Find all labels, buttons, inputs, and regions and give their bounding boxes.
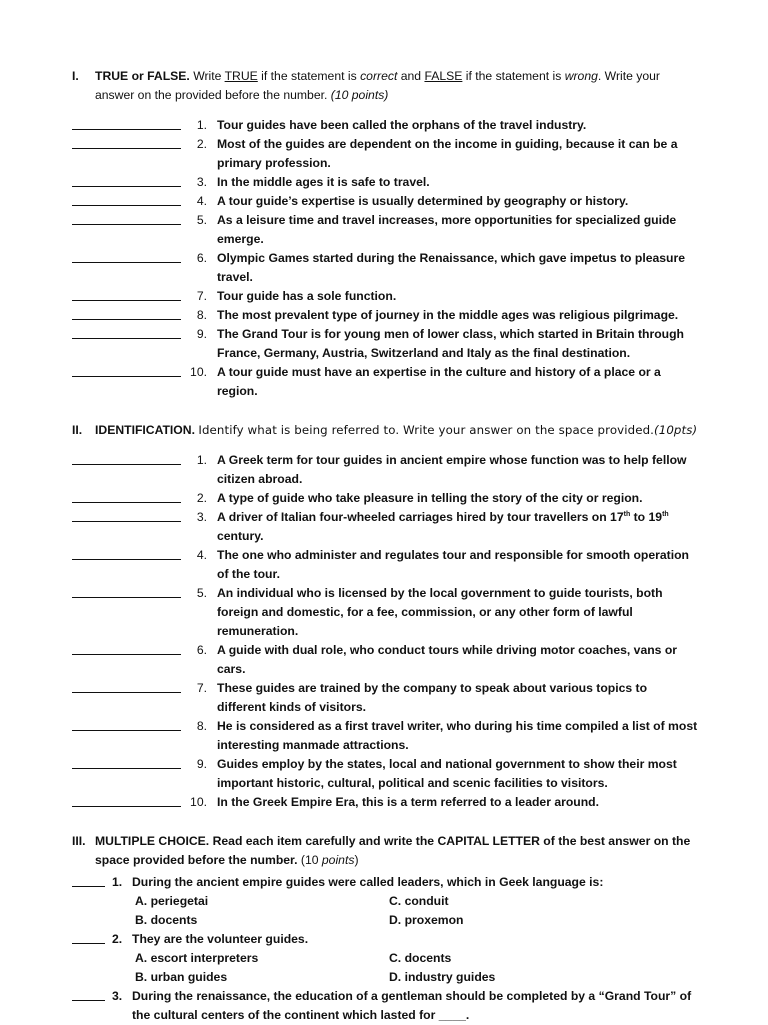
choice: D. proxemon [389, 913, 464, 927]
tf-item [72, 363, 698, 401]
item-text: In the Greek Empire Era, this is a term referred to a leader around. [217, 795, 600, 809]
answer-blank[interactable] [72, 930, 105, 944]
item-text: A type of guide who take pleasure in telling the story of the city or region. [217, 491, 643, 505]
answer-blank[interactable] [72, 793, 181, 807]
item-number: 10. [190, 795, 207, 809]
section-2-header [72, 421, 698, 440]
section-2-points: (10pts) [654, 423, 698, 437]
superscript: th [623, 511, 631, 518]
id-item [72, 793, 698, 812]
id-item [72, 755, 698, 793]
instruction-text: if the statement is [465, 69, 562, 83]
item-text: Olympic Games started during the Renaissance, which gave impetus to pleasure travel. [217, 251, 686, 284]
tf-item [72, 287, 698, 306]
item-number: 4. [196, 194, 207, 208]
answer-blank[interactable] [72, 987, 105, 1001]
section-1-number: I. [72, 69, 79, 83]
item-text-part: century. [217, 529, 264, 543]
true-word: TRUE [224, 69, 258, 83]
id-item [72, 489, 698, 508]
item-number: 1. [112, 875, 123, 889]
mc-item [72, 873, 698, 892]
answer-blank[interactable] [72, 249, 181, 263]
tf-item [72, 173, 698, 192]
answer-blank[interactable] [72, 873, 105, 887]
item-number: 3. [112, 989, 123, 1003]
item-number: 7. [196, 681, 207, 695]
item-text-part: to 19 [630, 510, 663, 524]
mc-item [72, 930, 698, 949]
item-number: 1. [196, 453, 207, 467]
item-text: An individual who is licensed by the local government to guide tourists, both foreign and domestic, for a fee, commission, or any other form of lawful remuneration. [217, 586, 663, 638]
item-text: Guides employ by the states, local and national government to show their most important historic, cultural, political and scenic facilities to visitors. [217, 757, 677, 790]
instruction-text: . Write your answer on the provided before the number. [95, 69, 660, 102]
item-text: The most prevalent type of journey in the middle ages was religious pilgrimage. [217, 308, 679, 322]
item-number: 8. [196, 719, 207, 733]
item-text: Most of the guides are dependent on the income in guiding, because it can be a primary profession. [217, 137, 678, 170]
item-number: 6. [196, 643, 207, 657]
section-gap [72, 401, 698, 421]
section-3-instructions [95, 832, 698, 870]
id-item [72, 546, 698, 584]
id-item [72, 717, 698, 755]
choice: C. docents [389, 951, 452, 965]
section-3-items [72, 873, 698, 1025]
choice: C. conduit [389, 894, 449, 908]
item-number: 6. [196, 251, 207, 265]
answer-blank[interactable] [72, 173, 181, 187]
section-3-instruction: Read each item carefully and write the CAPITAL LETTER of the best answer on the space provided before the number. [95, 834, 691, 867]
item-text: As a leisure time and travel increases, more opportunities for specialized guide emerge. [217, 213, 677, 246]
item-text: A guide with dual role, who conduct tours while driving motor coaches, vans or cars. [217, 643, 678, 676]
answer-blank[interactable] [72, 325, 181, 339]
points-part: ) [354, 853, 359, 867]
item-number: 7. [196, 289, 207, 303]
tf-item [72, 325, 698, 363]
item-text: A Greek term for tour guides in ancient empire whose function was to help fellow citizen abroad. [217, 453, 687, 486]
answer-blank[interactable] [72, 287, 181, 301]
points-part: points [321, 853, 355, 867]
item-number: 9. [196, 327, 207, 341]
section-1-header [72, 67, 698, 105]
item-number: 2. [196, 137, 207, 151]
choice: B. urban guides [135, 970, 228, 984]
instruction-text: if the statement is [261, 69, 357, 83]
tf-item [72, 211, 698, 249]
mc-item [72, 987, 698, 1025]
item-text: Tour guides have been called the orphans of the travel industry. [217, 118, 587, 132]
section-1-items [72, 116, 698, 401]
section-3-header [72, 832, 698, 870]
section-2-instructions [95, 421, 698, 440]
tf-item [72, 135, 698, 173]
choices-grid [135, 949, 698, 987]
superscript: th [662, 511, 669, 518]
answer-blank[interactable] [72, 489, 181, 503]
item-number: 1. [196, 118, 207, 132]
item-number: 5. [196, 213, 207, 227]
answer-blank[interactable] [72, 679, 181, 693]
answer-blank[interactable] [72, 116, 181, 130]
answer-blank[interactable] [72, 508, 181, 522]
answer-blank[interactable] [72, 717, 181, 731]
points-part: (10 [300, 853, 319, 867]
answer-blank[interactable] [72, 451, 181, 465]
item-text: During the ancient empire guides were called leaders, which in Geek language is: [132, 875, 604, 889]
tf-item [72, 249, 698, 287]
item-text: He is considered as a first travel writer, who during his time compiled a list of most interesting manmade attractions. [217, 719, 698, 752]
choice: D. industry guides [389, 970, 496, 984]
item-text: During the renaissance, the education of a gentleman should be completed by a “Grand Tour” of the cultural centers of the continent which lasted for ____. [132, 989, 692, 1022]
item-text: A tour guide’s expertise is usually determined by geography or history. [217, 194, 629, 208]
item-number: 10. [190, 365, 207, 379]
item-text: These guides are trained by the company to speak about various topics to different kinds of visitors. [217, 681, 648, 714]
section-1-instructions [95, 67, 698, 105]
choice: A. escort interpreters [135, 951, 259, 965]
item-text [217, 508, 698, 546]
choices-grid [135, 892, 698, 930]
item-text: They are the volunteer guides. [132, 932, 309, 946]
answer-blank[interactable] [72, 546, 181, 560]
item-text: The Grand Tour is for young men of lower class, which started in Britain through France, Germany, Austria, Switzerland and Italy as the final destination. [217, 327, 685, 360]
item-number: 2. [112, 932, 123, 946]
item-number: 3. [196, 510, 207, 524]
item-number: 3. [196, 175, 207, 189]
section-1-points: (10 points) [330, 88, 389, 102]
item-number: 5. [196, 586, 207, 600]
answer-blank[interactable] [72, 306, 181, 320]
answer-blank[interactable] [72, 211, 181, 225]
item-number: 9. [196, 757, 207, 771]
item-text-part: A driver of Italian four-wheeled carriages hired by tour travellers on 17 [217, 510, 624, 524]
answer-blank[interactable] [72, 363, 181, 377]
section-3-number: III. [72, 834, 86, 848]
section-gap [72, 812, 698, 832]
item-text: A tour guide must have an expertise in the culture and history of a place or a region. [217, 365, 661, 398]
answer-blank[interactable] [72, 641, 181, 655]
answer-blank[interactable] [72, 135, 181, 149]
section-3-title: MULTIPLE CHOICE. [95, 834, 210, 848]
choice: A. periegetai [135, 894, 209, 908]
id-item [72, 584, 698, 641]
section-2-instruction: Identify what is being referred to. Write your answer on the space provided. [198, 423, 655, 437]
section-1-title: TRUE or FALSE. [95, 69, 190, 83]
tf-item [72, 306, 698, 325]
answer-blank[interactable] [72, 584, 181, 598]
false-word: FALSE [424, 69, 463, 83]
item-text: Tour guide has a sole function. [217, 289, 397, 303]
id-item [72, 508, 698, 546]
answer-blank[interactable] [72, 755, 181, 769]
instruction-text: and [400, 69, 422, 83]
id-item [72, 641, 698, 679]
wrong-word: wrong [564, 69, 598, 83]
choice: B. docents [135, 913, 198, 927]
tf-item [72, 116, 698, 135]
instruction-text: Write [193, 69, 222, 83]
section-2-title: IDENTIFICATION. [95, 423, 195, 437]
item-number: 4. [196, 548, 207, 562]
section-3-points [301, 853, 359, 867]
item-text: In the middle ages it is safe to travel. [217, 175, 430, 189]
section-2-number: II. [72, 423, 83, 437]
item-text: The one who administer and regulates tour and responsible for smooth operation of the tour. [217, 548, 689, 581]
correct-word: correct [360, 69, 398, 83]
tf-item [72, 192, 698, 211]
id-item [72, 679, 698, 717]
answer-blank[interactable] [72, 192, 181, 206]
item-number: 2. [196, 491, 207, 505]
section-2-items [72, 451, 698, 812]
id-item [72, 451, 698, 489]
item-number: 8. [196, 308, 207, 322]
